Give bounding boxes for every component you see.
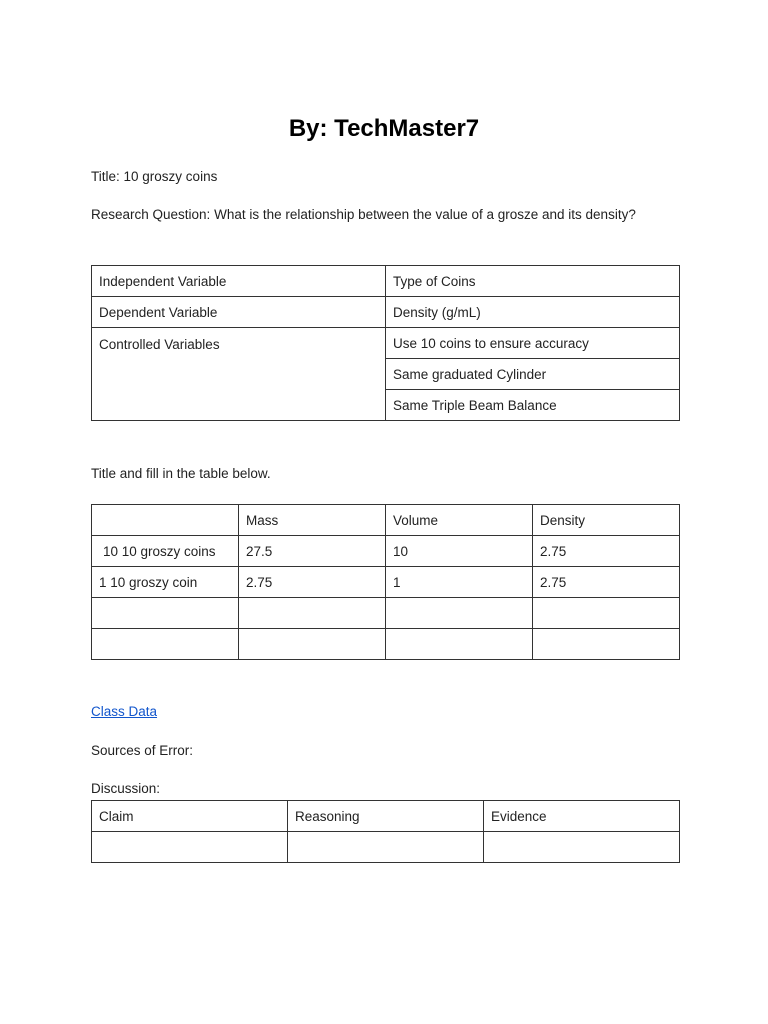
table-cell [239,598,386,629]
table-row [92,567,680,598]
class-data-paragraph [91,703,157,721]
table-row [92,832,680,863]
table-cell: 10 10 groszy coins [92,536,239,567]
table-header-cell: Volume [386,505,533,536]
table-cell: 1 [386,567,533,598]
table-row [92,297,680,328]
reasoning-cell [288,832,484,863]
table-row [92,328,680,359]
research-question-label: Research Question: [91,207,211,222]
discussion-table [91,800,680,863]
claim-cell [92,832,288,863]
title-label: Title: [91,169,120,184]
title-line [91,168,217,186]
table-cell: 10 [386,536,533,567]
research-question-value: What is the relationship between the value of a grosze and its density? [214,207,636,222]
controlled-variable-value: Use 10 coins to ensure accuracy [386,328,680,359]
title-value: 10 groszy coins [123,169,218,184]
table-header-row [92,505,680,536]
table-cell: 2.75 [533,567,680,598]
table-cell: 2.75 [533,536,680,567]
independent-variable-value: Type of Coins [386,266,680,297]
table-cell [92,629,239,660]
table-header-cell: Density [533,505,680,536]
claim-header: Claim [92,801,288,832]
table-row [92,266,680,297]
evidence-header: Evidence [484,801,680,832]
controlled-variables-label: Controlled Variables [92,328,386,421]
data-table [91,504,680,660]
table-header-cell: Mass [239,505,386,536]
dependent-variable-label: Dependent Variable [92,297,386,328]
table-cell: 2.75 [239,567,386,598]
table-cell [386,598,533,629]
variables-table [91,265,680,421]
table-cell [533,598,680,629]
discussion-label: Discussion: [91,781,161,796]
dependent-variable-value: Density (g/mL) [386,297,680,328]
class-data-link[interactable]: Class Data [91,704,158,719]
page-title: By: TechMaster7 [288,115,480,142]
table-header-cell [92,505,239,536]
table-row [92,629,680,660]
table-row [92,598,680,629]
independent-variable-label: Independent Variable [92,266,386,297]
evidence-cell [484,832,680,863]
table-cell: 1 10 groszy coin [92,567,239,598]
table-header-row [92,801,680,832]
table-row [92,536,680,567]
table-cell [239,629,386,660]
table-cell [533,629,680,660]
table-instruction: Title and fill in the table below. [91,466,271,481]
research-question [91,206,636,224]
table-cell: 27.5 [239,536,386,567]
sources-of-error-label: Sources of Error: [91,743,194,758]
table-cell [386,629,533,660]
controlled-variable-value: Same graduated Cylinder [386,359,680,390]
controlled-variable-value: Same Triple Beam Balance [386,390,680,421]
reasoning-header: Reasoning [288,801,484,832]
table-cell [92,598,239,629]
